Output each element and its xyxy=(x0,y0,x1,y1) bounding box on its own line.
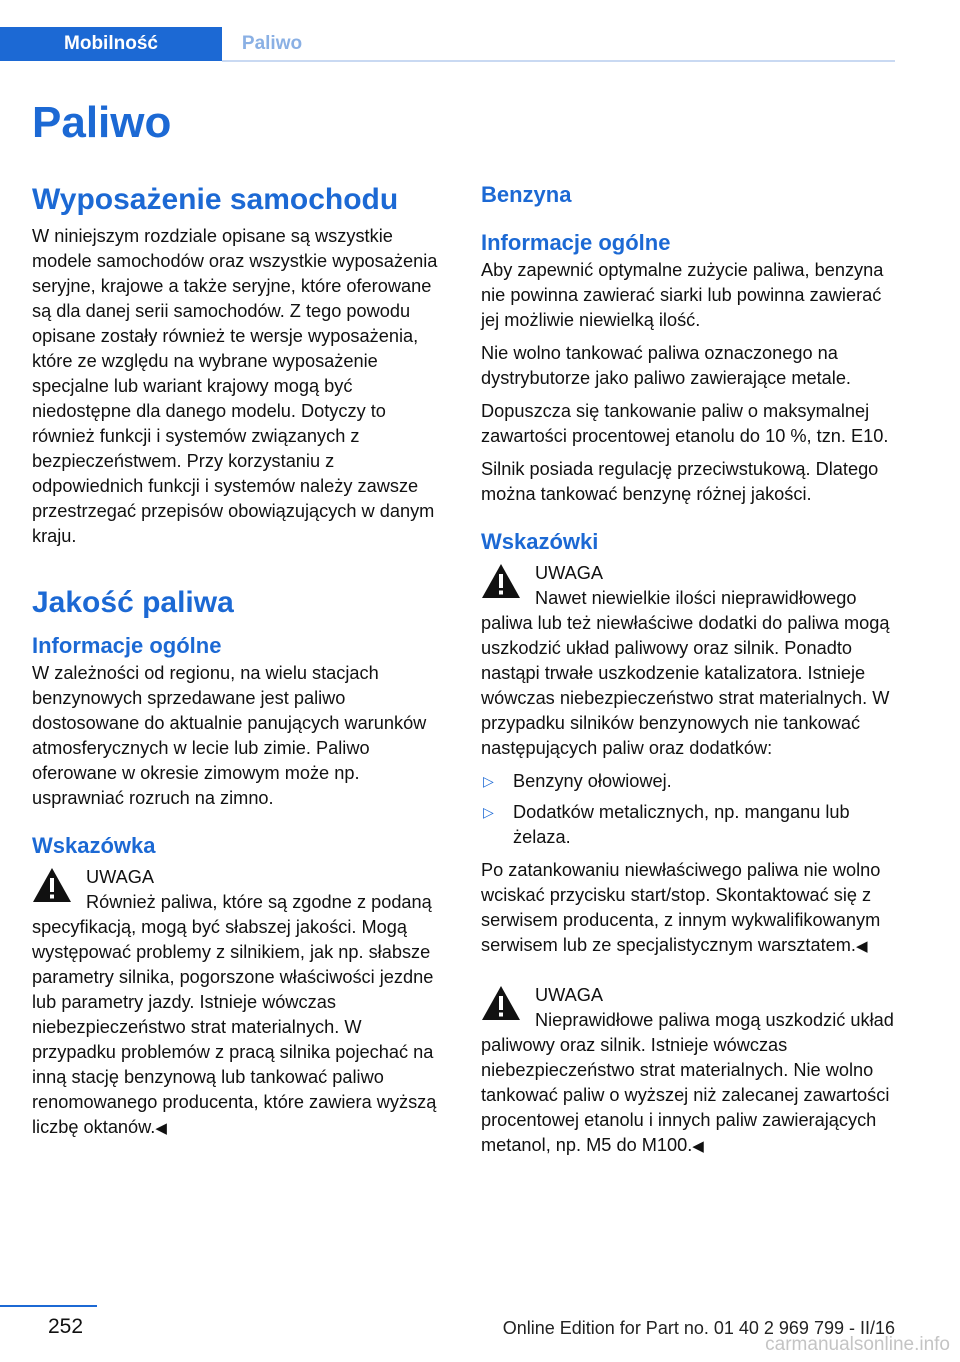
warning-label: UWAGA xyxy=(535,985,604,1005)
hints-title: Wskazówki xyxy=(481,529,599,554)
warning-block-1 xyxy=(481,561,896,761)
petrol-paragraph-1: Aby zapewnić optymalne zużycie paliwa, benzyna nie powinna zawierać siarki lub powinna zawierać jej możliwie niewielką ilość. xyxy=(481,260,884,330)
warning-triangle-icon xyxy=(481,985,521,1021)
watermark: carmanualsonline.info xyxy=(765,1334,950,1355)
warning-block-2 xyxy=(481,983,896,1159)
triangle-bullet-icon: ▷ xyxy=(483,773,494,789)
petrol-paragraph-4: Silnik posiada regulację przeciwstukową. Dlatego można tankować benzynę różnej jakości. xyxy=(481,459,879,504)
paragraph-text: Po zatankowaniu niewłaściwego paliwa nie wolno wciskać przycisku start/stop. Skontaktować się z serwisem producenta, z innym wykwalifikowanym serwisem lub ze specjalistycznym warsztatem. xyxy=(481,860,881,955)
section-title-petrol: Benzyna xyxy=(481,182,572,207)
warning-text: Również paliwa, które są zgodne z podaną specyfikacją, mogą być słabszej jakości. Mogą występować problemy z silnikiem, jak np. słabsze parametry silnika, pogorszone właściwości jezdne lub parametry jazdy. Istnieje wówczas niebezpieczeństwo strat materialnych. W przypadku problemów z pracą silnika pojechać na inną stację benzynową lub tankować paliwo renomowanego producenta, które zawiera wyższą liczbę oktanów. xyxy=(32,892,437,1137)
end-mark: ◀ xyxy=(155,1120,167,1137)
header-divider xyxy=(222,60,895,62)
section-title-fuel-quality: Jakość paliwa xyxy=(32,586,234,619)
left-column xyxy=(32,180,447,1149)
hint-title: Wskazówka xyxy=(32,833,156,858)
end-mark: ◀ xyxy=(692,1138,704,1155)
header-tab-mobility[interactable]: Mobilność xyxy=(0,27,222,61)
petrol-paragraph-2: Nie wolno tankować paliwa oznaczonego na dystrybutorze jako paliwo zawierające metale. xyxy=(481,343,851,388)
right-column xyxy=(481,180,896,1167)
end-mark: ◀ xyxy=(855,938,868,955)
prohibited-list xyxy=(481,769,896,850)
subsection-title-general-info-petrol: Informacje ogólne xyxy=(481,230,671,255)
footer-divider xyxy=(0,1305,97,1307)
subsection-title-general-info: Informacje ogólne xyxy=(32,633,222,658)
warning-block xyxy=(32,865,447,1141)
section-title-equipment: Wyposażenie samochodu xyxy=(32,183,399,216)
list-item xyxy=(481,800,896,850)
warning-label: UWAGA xyxy=(86,867,155,887)
warning-label: UWAGA xyxy=(535,563,604,583)
warning-text: Nawet niewielkie ilości nieprawidłowego paliwa lub też niewłaściwe dodatki do paliwa mogą uszkodzić układ paliwowy oraz silnik. Ponadto nastąpi trwałe uszkodzenie katalizatora. Istnieje wówczas niebezpieczeństwo strat materialnych. W przypadku silników benzynowych nie tankować następujących paliw oraz dodatków: xyxy=(481,588,890,758)
warning-triangle-icon xyxy=(481,563,521,599)
list-item xyxy=(481,769,896,794)
petrol-paragraph-5 xyxy=(481,858,896,959)
page-title: Paliwo xyxy=(32,98,172,147)
edition-note: Online Edition for Part no. 01 40 2 969 799 - II/16 xyxy=(502,1318,895,1338)
equipment-paragraph: W niniejszym rozdziale opisane są wszystkie modele samochodów oraz wszystkie wyposażenia seryjne, krajowe a także seryjne, które oferowane są dla danej serii samochodów. Z tego powodu opisane zostały również te wersje wyposażenia, które ze względu na wybrane wyposażenie specjalne lub wariant krajowy mogą być niedostępne dla danego modelu. Dotyczy to również funkcji i systemów związanych z bezpieczeństwem. Przy korzystaniu z odpowiednich funkcji i systemów należy zawsze przestrzegać przepisów obowiązujących w danym kraju. xyxy=(32,226,438,546)
petrol-paragraph-3: Dopuszcza się tankowanie paliw o maksymalnej zawartości procentowej etanolu do 10 %, tzn. E10. xyxy=(481,401,889,446)
list-item-text: Dodatków metalicznych, np. manganu lub żelaza. xyxy=(513,802,850,847)
list-item-text: Benzyny ołowiowej. xyxy=(513,771,672,791)
warning-text: Nieprawidłowe paliwa mogą uszkodzić układ paliwowy oraz silnik. Istnieje wówczas niebezpieczeństwo strat materialnych. Nie wolno tankować paliw o wyższej niż zalecanej zawartości procentowej etanolu i innych paliw zawierających metanol, np. M5 do M100. xyxy=(481,1010,894,1155)
header-tab-fuel[interactable]: Paliwo xyxy=(241,33,303,54)
warning-triangle-icon xyxy=(32,867,72,903)
page-number: 252 xyxy=(48,1315,84,1338)
fuel-quality-paragraph: W zależności od regionu, na wielu stacjach benzynowych sprzedawane jest paliwo dostosowane do aktualnie panujących warunków atmosferycznych w lecie lub zimie. Paliwo oferowane w okresie zimowym może np. usprawniać rozruch na zimno. xyxy=(32,663,427,808)
triangle-bullet-icon: ▷ xyxy=(483,804,494,820)
